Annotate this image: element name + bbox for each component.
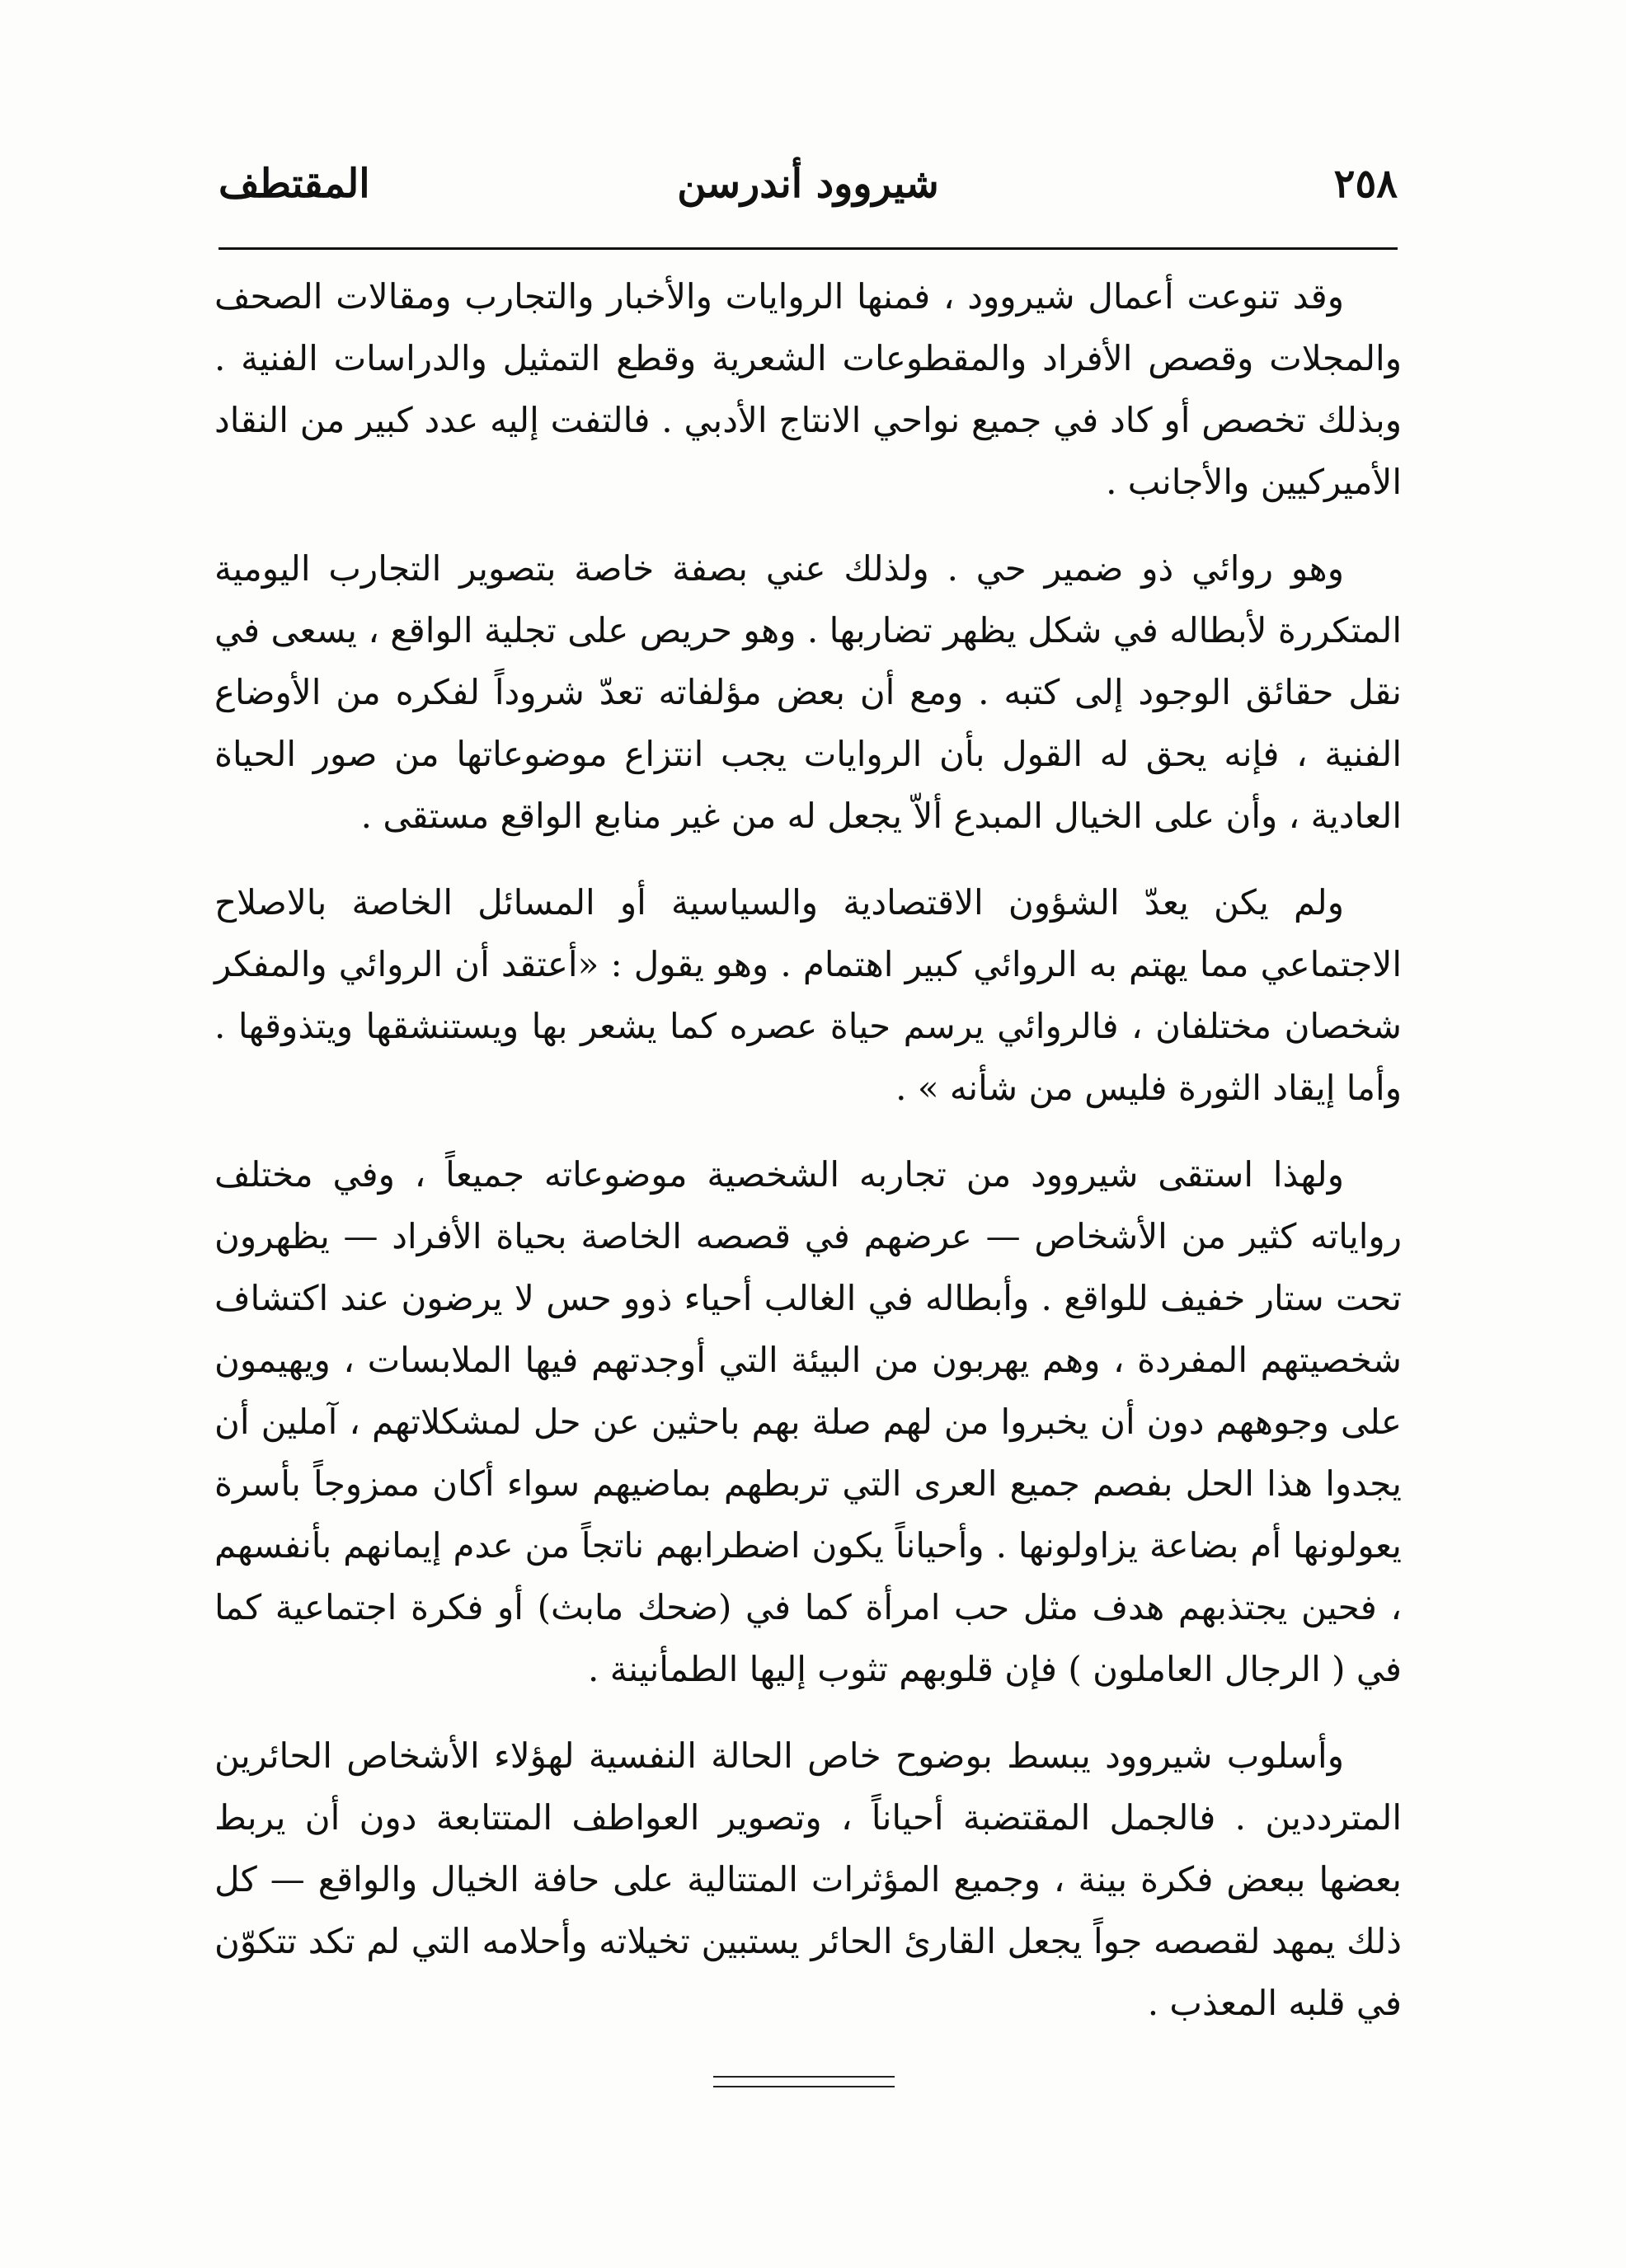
paragraph-4: ولهذا استقى شيروود من تجاربه الشخصية موضوعاته جميعاً ، وفي مختلف رواياته كثير من الأشخاص — عرضهم في قصصه الخاصة بحياة الأفراد — يظهرون تحت ستار خفيف للواقع . وأبطاله في الغالب أحياء ذوو حس لا يرضون عند اكتشاف شخصيتهم المفردة ، وهم يهربون من البيئة التي أوجدتهم فيها الملابسات ، ويهيمون على وجوههم دون أن يخبروا من لهم صلة بهم باحثين عن حل لمشكلاتهم ، آملين أن يجدوا هذا الحل بفصم جميع العرى التي تربطهم بماضيهم سواء أكان ممزوجاً بأسرة يعولونها أم بضاعة يزاولونها . وأحياناً يكون اضطرابهم ناتجاً من عدم إيمانهم بأنفسهم ، فحين يجتذبهم هدف مثل حب امرأة كما في (ضحك مابث) أو فكرة اجتماعية كما في ( الرجال العاملون ) فإن قلوبهم تثوب إليها الطمأنينة . xyxy=(214,1154,1402,1689)
paragraph-1: وقد تنوعت أعمال شيروود ، فمنها الروايات والأخبار والتجارب ومقالات الصحف والمجلات وقصص الأفراد والمقطوعات الشعرية وقطع التمثيل والدراسات الفنية . وبذلك تخصص أو كاد في جميع نواحي الانتاج الأدبي . فالتفت إليه عدد كبير من النقاد الأميركيين والأجانب . xyxy=(214,276,1402,502)
paragraph-3: ولم يكن يعدّ الشؤون الاقتصادية والسياسية أو المسائل الخاصة بالاصلاح الاجتماعي مما يهتم به الروائي كبير اهتمام . وهو يقول : «أعتقد أن الروائي والمفكر شخصان مختلفان ، فالروائي يرسم حياة عصره كما يشعر بها ويستنشقها ويتذوقها . وأما إيقاد الثورة فليس من شأنه » . xyxy=(214,882,1402,1108)
end-rule-top xyxy=(713,2076,895,2078)
header-rule xyxy=(219,247,1398,250)
journal-name: المقتطف xyxy=(219,161,370,207)
page-number: ٢٥٨ xyxy=(1333,161,1398,207)
paragraph-2: وهو روائي ذو ضمير حي . ولذلك عني بصفة خاصة بتصوير التجارب اليومية المتكررة لأبطاله في شكل يظهر تضاربها . وهو حريص على تجلية الواقع ، يسعى في نقل حقائق الوجود إلى كتبه . ومع أن بعض مؤلفاته تعدّ شروداً لفكره من الأوضاع الفنية ، فإنه يحق له القول بأن الروايات يجب انتزاع موضوعاتها من صور الحياة العادية ، وأن على الخيال المبدع ألاّ يجعل له من غير منابع الواقع مستقى . xyxy=(214,548,1402,836)
paragraph-5: وأسلوب شيروود يبسط بوضوح خاص الحالة النفسية لهؤلاء الأشخاص الحائرين المترددين . فالجمل المقتضبة أحياناً ، وتصوير العواطف المتتابعة دون أن يربط بعضها ببعض فكرة بينة ، وجميع المؤثرات المتتالية على حافة الخيال والواقع — كل ذلك يمهد لقصصه جواً يجعل القارئ الحائر يستبين تخيلاته وأحلامه التي لم تكد تتكوّن في قلبه المعذب . xyxy=(214,1735,1402,2023)
end-rule-bottom xyxy=(713,2086,895,2087)
running-title: شيروود أندرسن xyxy=(677,161,939,207)
running-header xyxy=(219,144,1398,235)
article-body xyxy=(214,265,1402,2034)
